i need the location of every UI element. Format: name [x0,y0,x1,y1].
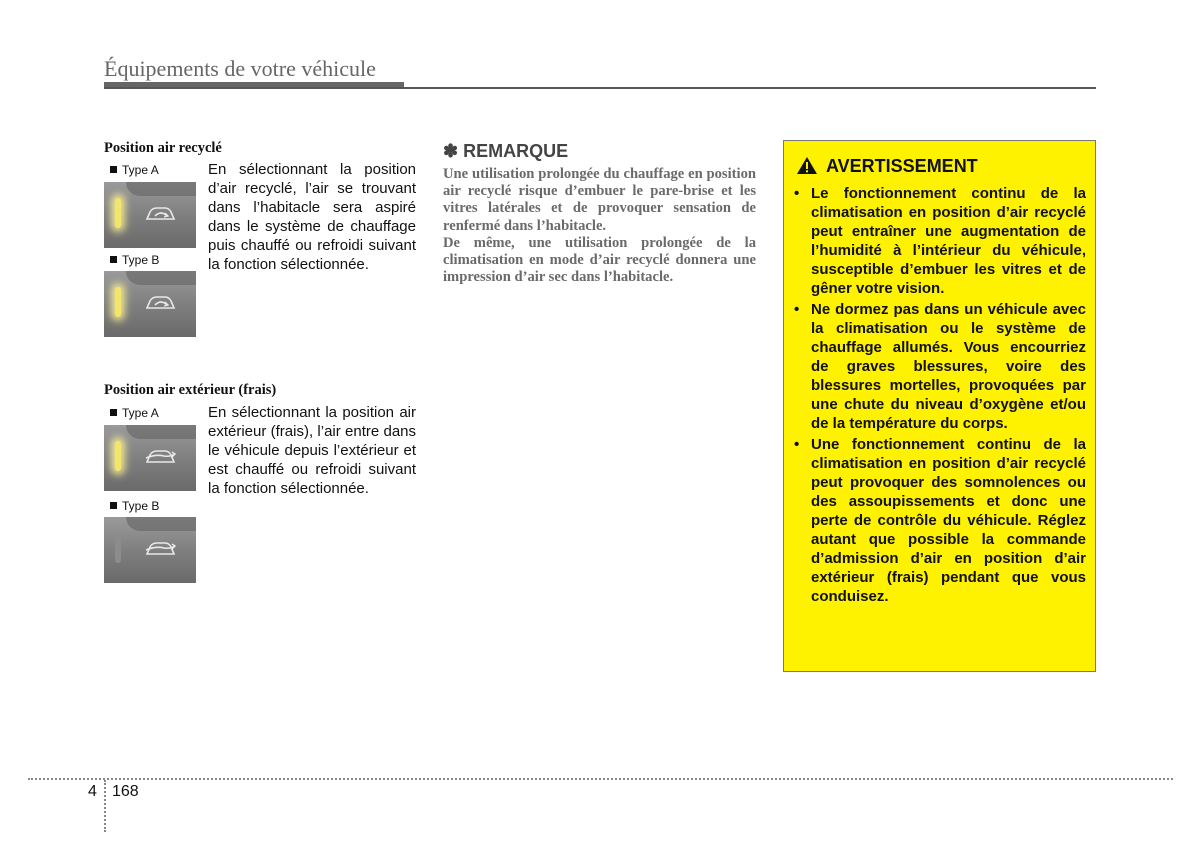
recirculation-description: En sélectionnant la position d’air recyclé, l’air se trouvant dans l’habitacle sera aspiré dans le système de chauffage puis chauffé ou refroidi suivant la fonction sélectionnée. [208,161,416,273]
recirculation-type-a-label: Type A [110,163,159,177]
warning-list [790,184,1086,608]
outside-air-button-type-a-photo [104,425,196,491]
fresh-air-icon [144,445,178,467]
outside-air-button-type-b-photo [104,517,196,583]
recirculation-icon [144,291,178,313]
remark-paragraph: Une utilisation prolongée du chauffage en position air recyclé risque d’embuer le pare-brise et les vitres latérales et de provoquer sensation de renfermé dans l’habitacle. [443,166,756,234]
footer-rule [28,778,1173,780]
recirculation-type-b-label: Type B [110,253,159,267]
chapter-number: 4 [88,783,97,800]
header-rule [104,87,1096,89]
recirculation-icon [144,202,178,224]
warning-item: • Ne dormez pas dans un véhicule avec la climatisation ou le système de chauffage allumés. Vous encourriez de graves blessures, voire des blessures mortelles, provoquées par une chute du niveau d’oxygène et/ou de la température du corps. [790,300,1086,433]
warning-title: AVERTISSEMENT [796,156,978,177]
recirculation-button-type-b-photo [104,271,196,337]
fresh-air-icon [144,537,178,559]
page-header-title: Équipements de votre véhicule [104,56,376,81]
warning-item: • Une fonctionnement continu de la climatisation en position d’air recyclé peut provoquer des somnolences ou des assoupissements et donc une perte de contrôle du véhicule. Réglez autant que possible la commande d’admission d’air en position d’air extérieur (frais) pendant que vous conduisez. [790,435,1086,606]
warning-triangle-icon [796,156,818,175]
outside-air-heading: Position air extérieur (frais) [104,382,277,398]
outside-air-type-b-label: Type B [110,499,159,513]
outside-air-description: En sélectionnant la position air extérieur (frais), l’air entre dans le véhicule depuis l’extérieur et est chauffé ou refroidi suivant la fonction sélectionnée. [208,404,416,497]
outside-air-type-a-label: Type A [110,406,159,420]
page-number: 168 [112,783,139,800]
warning-item: • Le fonctionnement continu de la climatisation en position d’air recyclé peut entraîner une augmentation de l’humidité à l’intérieur du véhicule, susceptible d’embuer les vitres et de gêner votre vision. [790,184,1086,298]
remark-body [443,166,756,286]
remark-heading: ✽ REMARQUE [443,141,569,161]
remark-paragraph: De même, une utilisation prolongée de la climatisation en mode d’air recyclé donnera une impression d’air sec dans l’habitacle. [443,234,756,286]
recirculation-button-type-a-photo [104,182,196,248]
recirculation-heading: Position air recyclé [104,140,222,156]
footer-vertical-rule [104,780,106,832]
